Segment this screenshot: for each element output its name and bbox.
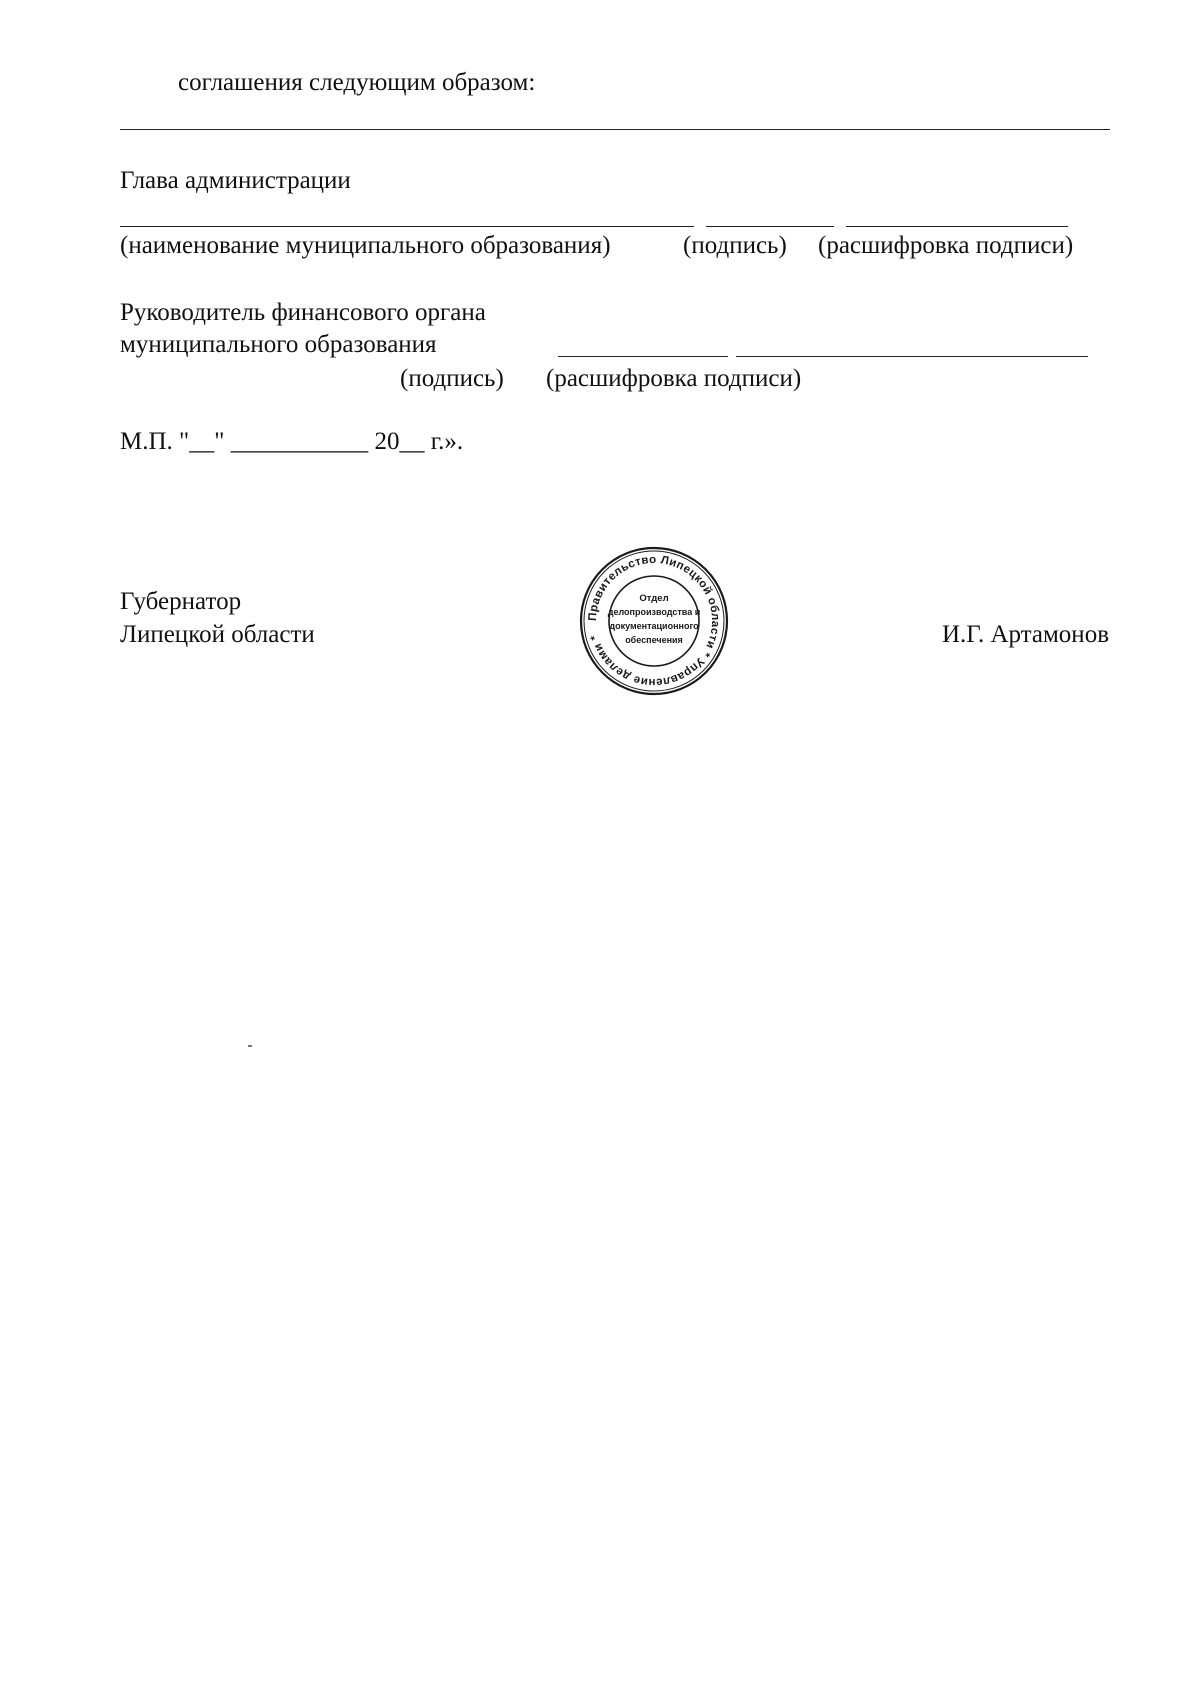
governor-title-line1: Губернатор [120, 588, 242, 615]
finance-decoding-blank-line [736, 356, 1088, 357]
finance-signature-blank-line [558, 356, 728, 357]
caption-decoding: (расшифровка подписи) [818, 232, 1074, 259]
seal-inner-line3: документационного [609, 621, 699, 631]
finance-caption-decoding: (расшифровка подписи) [546, 365, 802, 392]
finance-caption-signature: (подпись) [400, 365, 504, 392]
decoding-blank-line [846, 226, 1068, 227]
official-seal [578, 545, 730, 697]
seal-inner-line1: Отдел [639, 593, 669, 604]
separator-line [120, 129, 1110, 130]
intro-line: соглашения следующим образом: [178, 69, 536, 96]
caption-municipality-name: (наименование муниципального образования) [120, 232, 611, 259]
governor-name: И.Г. Артамонов [942, 621, 1109, 648]
seal-inner-line2: делопроизводства и [607, 607, 701, 617]
seal-graphic [578, 545, 730, 697]
seal-inner-line4: обеспечения [625, 635, 683, 645]
stamp-date-line: М.П. "__" ___________ 20__ г.». [120, 428, 464, 455]
seal-outer-text: Правительство Липецкой области * Управление делами * [586, 553, 722, 689]
finance-head-title-line2: муниципального образования [120, 331, 437, 358]
scan-speck [248, 1045, 252, 1047]
head-of-admin-title: Глава администрации [120, 167, 351, 194]
finance-head-title-line1: Руководитель финансового органа [120, 299, 486, 326]
signature-blank-line [706, 226, 834, 227]
name-blank-line [120, 226, 694, 227]
caption-signature: (подпись) [683, 232, 787, 259]
governor-title-line2: Липецкой области [120, 621, 315, 648]
